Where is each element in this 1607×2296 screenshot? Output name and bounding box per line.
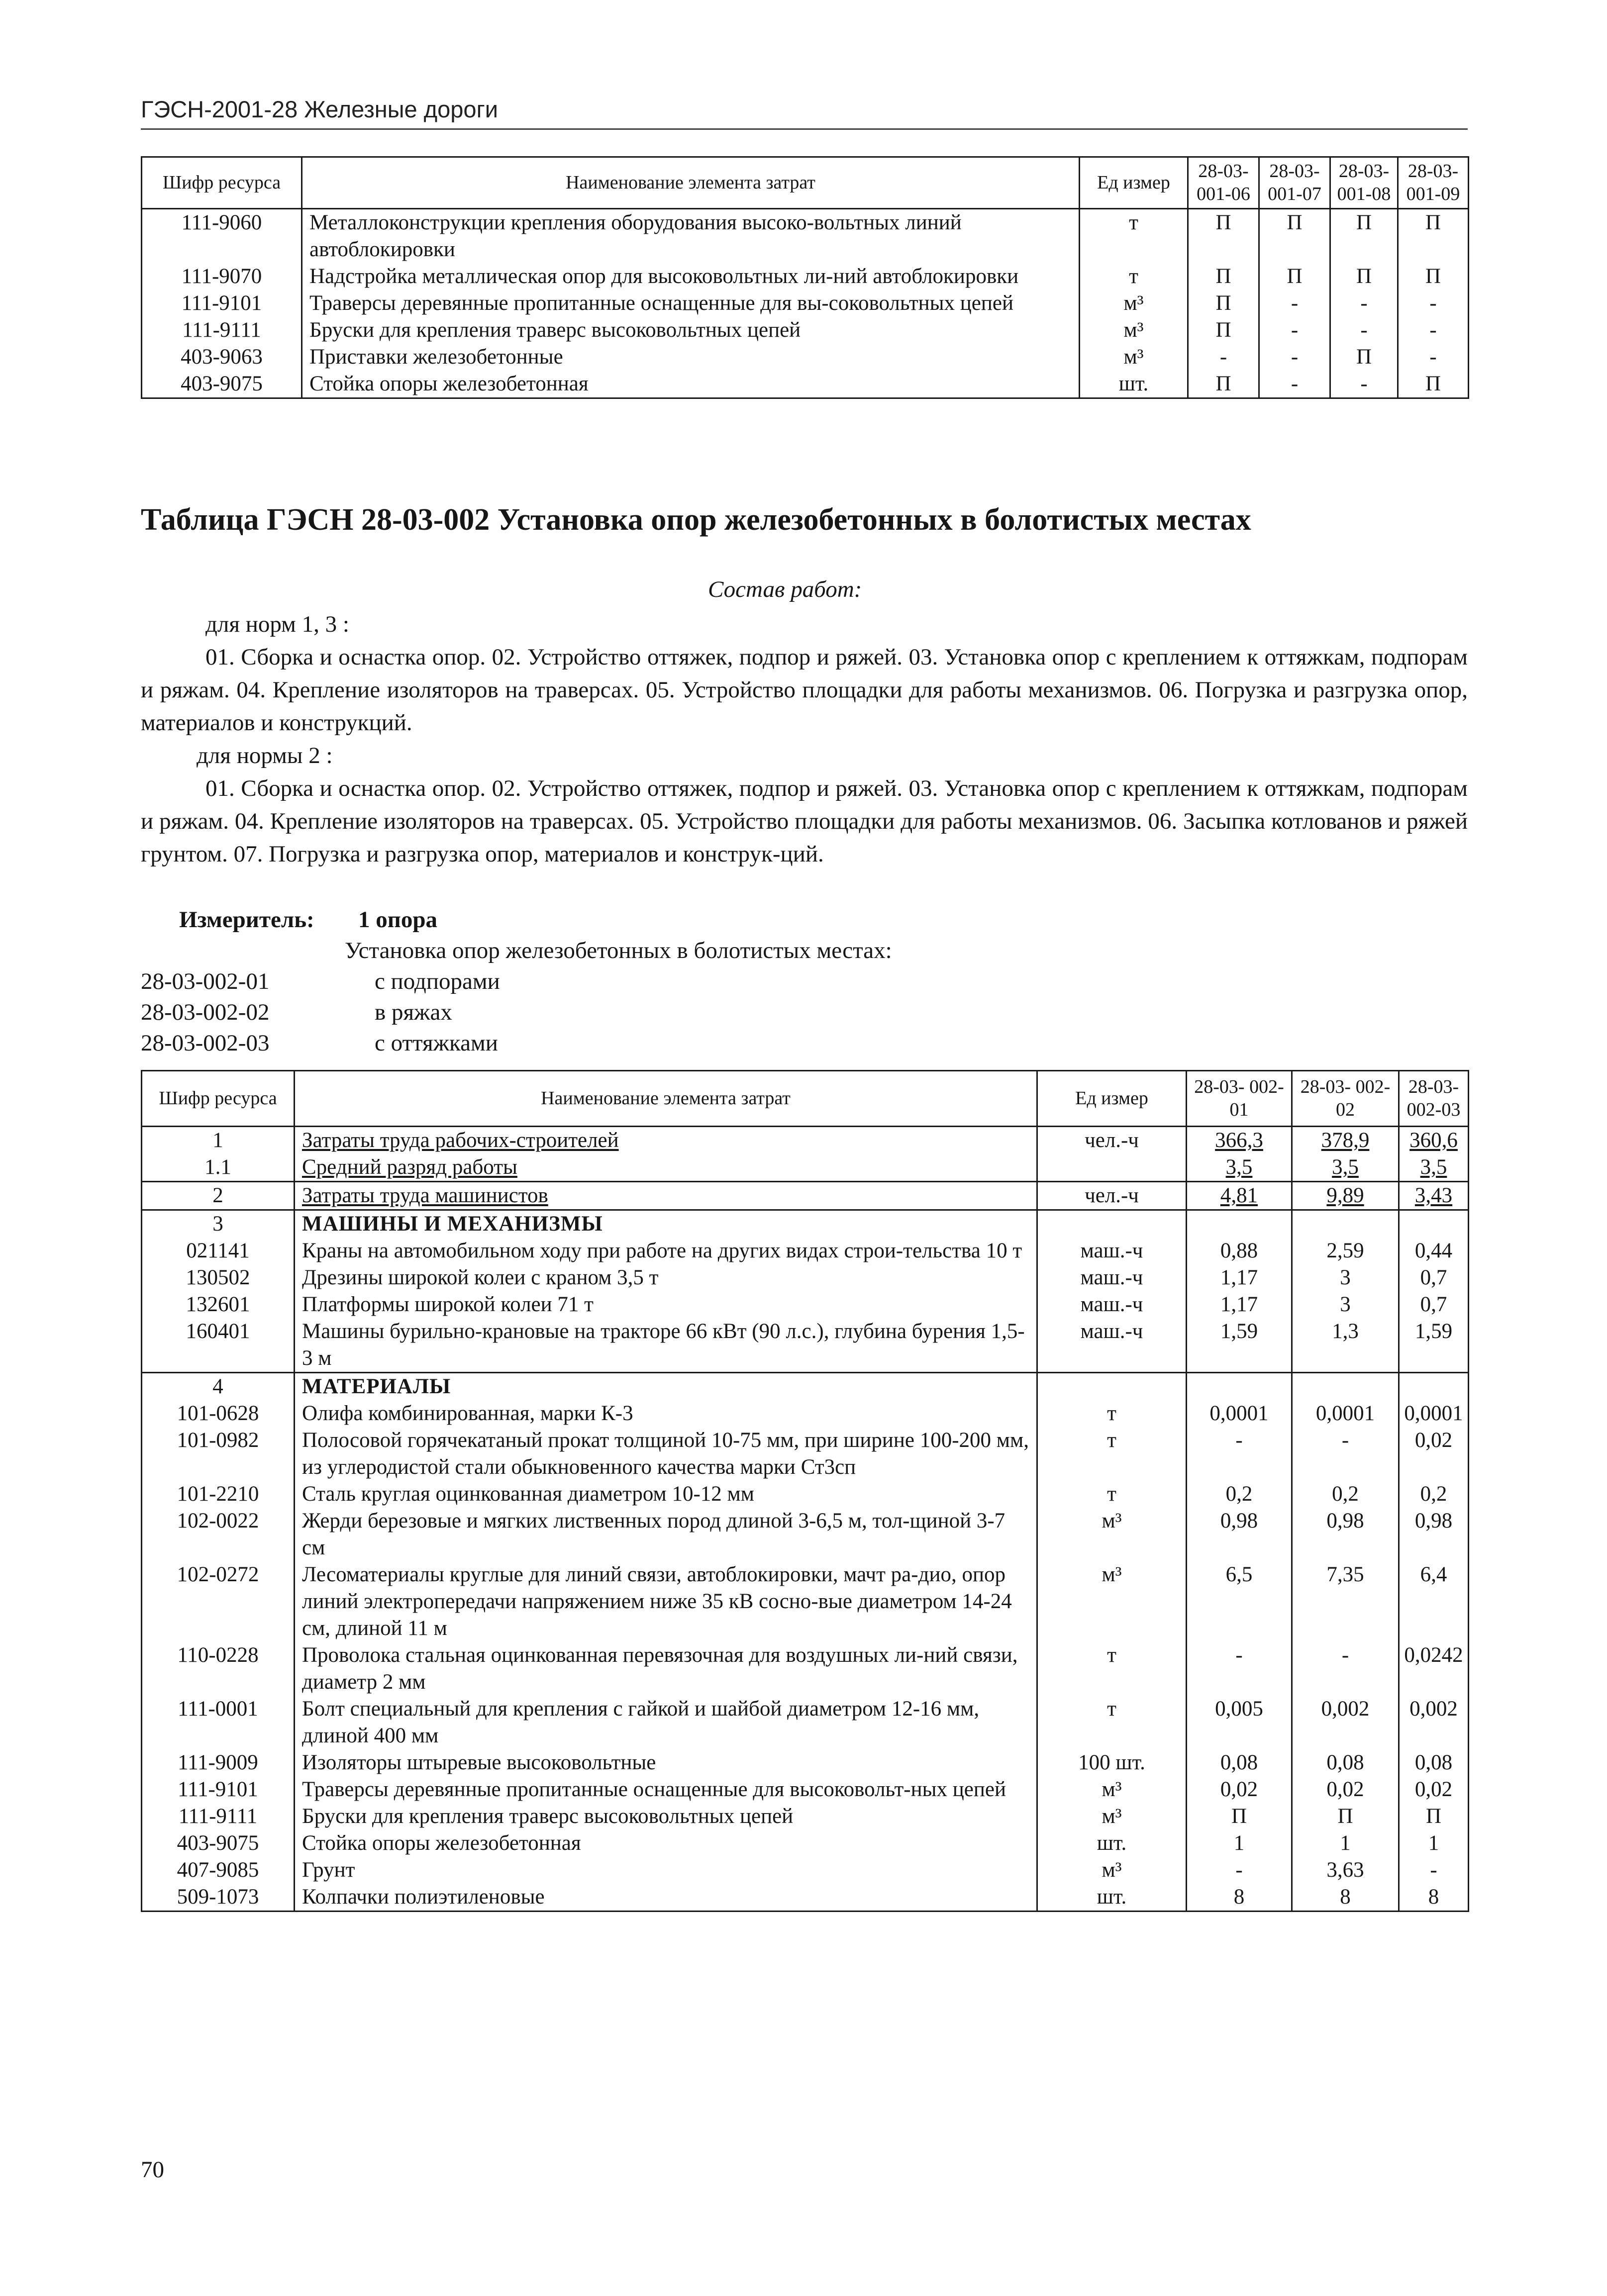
resource-code: 111-0001 — [142, 1696, 295, 1749]
value: 378,9 — [1292, 1127, 1399, 1154]
unit: маш.-ч — [1037, 1291, 1187, 1318]
section-row — [142, 1210, 1469, 1238]
header-col: 28-03- 002-01 — [1187, 1071, 1292, 1127]
value: - — [1259, 317, 1330, 344]
resource-code: 101-0628 — [142, 1400, 295, 1427]
value: 0,005 — [1187, 1696, 1292, 1749]
resource-name: Надстройка металлическая опор для высоковольтных ли-ний автоблокировки — [302, 263, 1080, 290]
running-header: ГЭСН-2001-28 Железные дороги — [141, 96, 498, 122]
norm-code: 28-03-002-03 — [141, 1030, 270, 1056]
table-row — [142, 209, 1469, 264]
resource-name: Изоляторы штыревые высоковольтные — [295, 1749, 1037, 1776]
table-header-row — [142, 1071, 1469, 1127]
resource-table-1 — [141, 156, 1469, 399]
value: 3 — [1292, 1291, 1399, 1318]
header-col: 28-03- 002-03 — [1399, 1071, 1469, 1127]
value: 0,0001 — [1399, 1400, 1469, 1427]
resource-code: 130502 — [142, 1264, 295, 1291]
value: - — [1399, 1857, 1469, 1884]
header-code: Шифр ресурса — [142, 1071, 295, 1127]
header-rule — [141, 128, 1468, 130]
value: 1,3 — [1292, 1318, 1399, 1373]
table-row — [142, 290, 1469, 317]
value: 0,2 — [1187, 1481, 1292, 1508]
resource-name: Сталь круглая оцинкованная диаметром 10-12 мм — [295, 1481, 1037, 1508]
norms-1-3-label: для норм 1, 3 : — [205, 611, 349, 637]
table-row — [142, 371, 1469, 398]
value: П — [1188, 371, 1259, 398]
norm-2-label: для нормы 2 : — [197, 743, 333, 768]
table-row — [142, 1642, 1469, 1696]
resource-name: Стойка опоры железобетонная — [295, 1830, 1037, 1857]
work-composition-paragraph: 01. Сборка и оснастка опор. 02. Устройство оттяжек, подпор и ряжей. 03. Установка опор с креплением к оттяжкам, подпорам и ряжам. 04. Крепление изоляторов на траверсах. 05. Устройство площадки для работы механизмов. 06. Погрузка и разгрузка опор, материалов и конструкций. — [141, 644, 1468, 736]
resource-name: Средний разряд работы — [295, 1154, 1037, 1182]
unit: т — [1080, 209, 1188, 264]
value: - — [1259, 344, 1330, 371]
unit: т — [1037, 1427, 1187, 1481]
table-row — [142, 1803, 1469, 1830]
value: - — [1259, 371, 1330, 398]
value: 0,98 — [1187, 1508, 1292, 1561]
value: 0,98 — [1292, 1508, 1399, 1561]
value: - — [1188, 344, 1259, 371]
value: 1,17 — [1187, 1264, 1292, 1291]
resource-code: 111-9070 — [142, 263, 302, 290]
value: П — [1259, 209, 1330, 264]
resource-code: 403-9063 — [142, 344, 302, 371]
resource-name: Грунт — [295, 1857, 1037, 1884]
install-title: Установка опор железобетонных в болотистых местах: — [345, 938, 892, 963]
value: П — [1330, 263, 1398, 290]
unit: маш.-ч — [1037, 1238, 1187, 1264]
value: 8 — [1187, 1884, 1292, 1912]
value: П — [1188, 290, 1259, 317]
resource-code: 2 — [142, 1182, 295, 1210]
value: П — [1259, 263, 1330, 290]
table-row — [142, 1884, 1469, 1912]
value — [1399, 1373, 1469, 1401]
table-row — [142, 1127, 1469, 1154]
value: 366,3 — [1187, 1127, 1292, 1154]
resource-name: Затраты труда рабочих-строителей — [295, 1127, 1037, 1154]
value: 8 — [1399, 1884, 1469, 1912]
value: 0,2 — [1292, 1481, 1399, 1508]
value: - — [1330, 290, 1398, 317]
value: 1,59 — [1187, 1318, 1292, 1373]
value: 0,88 — [1187, 1238, 1292, 1264]
resource-code: 1.1 — [142, 1154, 295, 1182]
unit: т — [1037, 1400, 1187, 1427]
value: - — [1187, 1427, 1292, 1481]
value: - — [1330, 371, 1398, 398]
value: - — [1398, 344, 1469, 371]
value: 1,59 — [1399, 1318, 1469, 1373]
value: - — [1398, 317, 1469, 344]
resource-name: Машины бурильно-крановые на тракторе 66 кВт (90 л.с.), глубина бурения 1,5-3 м — [295, 1318, 1037, 1373]
value: 0,08 — [1399, 1749, 1469, 1776]
value: 3,43 — [1399, 1182, 1469, 1210]
value — [1187, 1373, 1292, 1401]
value: - — [1187, 1642, 1292, 1696]
resource-code: 4 — [142, 1373, 295, 1401]
value: - — [1398, 290, 1469, 317]
header-name: Наименование элемента затрат — [295, 1071, 1037, 1127]
resource-name: Траверсы деревянные пропитанные оснащенные для вы-соковольтных цепей — [302, 290, 1080, 317]
table-row — [142, 1264, 1469, 1291]
unit: м³ — [1037, 1508, 1187, 1561]
value: П — [1398, 209, 1469, 264]
value: - — [1187, 1857, 1292, 1884]
value: П — [1187, 1803, 1292, 1830]
table-row — [142, 1182, 1469, 1210]
value: 0,0001 — [1187, 1400, 1292, 1427]
unit: шт. — [1037, 1830, 1187, 1857]
resource-code: 111-9009 — [142, 1749, 295, 1776]
resource-code: 111-9101 — [142, 290, 302, 317]
unit: м³ — [1037, 1803, 1187, 1830]
value: 3,5 — [1399, 1154, 1469, 1182]
resource-code: 021141 — [142, 1238, 295, 1264]
header-unit: Ед измер — [1080, 157, 1188, 209]
unit — [1037, 1210, 1187, 1238]
resource-name: Траверсы деревянные пропитанные оснащенные для высоковольт-ных цепей — [295, 1776, 1037, 1803]
value: 0,002 — [1399, 1696, 1469, 1749]
resource-name: Бруски для крепления траверс высоковольтных цепей — [302, 317, 1080, 344]
table-row — [142, 1481, 1469, 1508]
resource-name: Колпачки полиэтиленовые — [295, 1884, 1037, 1912]
page-number: 70 — [141, 2157, 164, 2183]
header-unit: Ед измер — [1037, 1071, 1187, 1127]
header-code: Шифр ресурса — [142, 157, 302, 209]
value: П — [1188, 209, 1259, 264]
value: 3 — [1292, 1264, 1399, 1291]
resource-name: Жерди березовые и мягких лиственных пород длиной 3-6,5 м, тол-щиной 3-7 см — [295, 1508, 1037, 1561]
value: 6,5 — [1187, 1561, 1292, 1642]
table-row — [142, 1238, 1469, 1264]
value: 0,002 — [1292, 1696, 1399, 1749]
value: 9,89 — [1292, 1182, 1399, 1210]
value: 0,0242 — [1399, 1642, 1469, 1696]
unit: м³ — [1080, 317, 1188, 344]
value: 0,0001 — [1292, 1400, 1399, 1427]
unit: шт. — [1037, 1884, 1187, 1912]
composition-title: Состав работ: — [708, 576, 862, 602]
table-row — [142, 1830, 1469, 1857]
value: 0,7 — [1399, 1291, 1469, 1318]
value: 0,02 — [1399, 1427, 1469, 1481]
unit: шт. — [1080, 371, 1188, 398]
resource-table-2 — [141, 1070, 1469, 1912]
resource-name: Болт специальный для крепления с гайкой и шайбой диаметром 12-16 мм, длиной 400 мм — [295, 1696, 1037, 1749]
resource-name: Платформы широкой колеи 71 т — [295, 1291, 1037, 1318]
section-row — [142, 1373, 1469, 1401]
norm-description: с оттяжками — [375, 1030, 498, 1056]
value: П — [1398, 263, 1469, 290]
resource-name: Приставки железобетонные — [302, 344, 1080, 371]
resource-code: 403-9075 — [142, 371, 302, 398]
table-row — [142, 1291, 1469, 1318]
value: - — [1292, 1642, 1399, 1696]
value: 2,59 — [1292, 1238, 1399, 1264]
unit — [1037, 1154, 1187, 1182]
value: 4,81 — [1187, 1182, 1292, 1210]
resource-code: 1 — [142, 1127, 295, 1154]
value: П — [1188, 317, 1259, 344]
table-row — [142, 263, 1469, 290]
value: - — [1330, 317, 1398, 344]
value: 6,4 — [1399, 1561, 1469, 1642]
value: П — [1292, 1803, 1399, 1830]
resource-code: 110-0228 — [142, 1642, 295, 1696]
resource-name: Олифа комбинированная, марки К-3 — [295, 1400, 1037, 1427]
value: 0,7 — [1399, 1264, 1469, 1291]
header-col: 28-03- 001-09 — [1398, 157, 1469, 209]
resource-name: Затраты труда машинистов — [295, 1182, 1037, 1210]
value: 1 — [1399, 1830, 1469, 1857]
unit: м³ — [1037, 1776, 1187, 1803]
unit: чел.-ч — [1037, 1182, 1187, 1210]
value: 1 — [1292, 1830, 1399, 1857]
norm-description: с подпорами — [375, 968, 500, 994]
section-title: МАШИНЫ И МЕХАНИЗМЫ — [295, 1210, 1037, 1238]
measure-label: Измеритель: — [179, 907, 314, 933]
table-row — [142, 1154, 1469, 1182]
value: 0,2 — [1399, 1481, 1469, 1508]
value: П — [1399, 1803, 1469, 1830]
section-title: МАТЕРИАЛЫ — [295, 1373, 1037, 1401]
table-row — [142, 1561, 1469, 1642]
value: 0,98 — [1399, 1508, 1469, 1561]
value — [1292, 1210, 1399, 1238]
resource-code: 101-2210 — [142, 1481, 295, 1508]
value: 8 — [1292, 1884, 1399, 1912]
value: 0,02 — [1292, 1776, 1399, 1803]
table-row — [142, 1776, 1469, 1803]
header-col: 28-03- 001-07 — [1259, 157, 1330, 209]
value — [1187, 1210, 1292, 1238]
table-row — [142, 1749, 1469, 1776]
table-header-row — [142, 157, 1469, 209]
unit: т — [1037, 1481, 1187, 1508]
resource-name: Лесоматериалы круглые для линий связи, автоблокировки, мачт ра-дио, опор линий электропередачи напряжением ниже 35 кВ сосно-вые диаметром 14-24 см, длиной 11 м — [295, 1561, 1037, 1642]
value — [1292, 1373, 1399, 1401]
resource-code: 403-9075 — [142, 1830, 295, 1857]
unit: т — [1037, 1696, 1187, 1749]
resource-code: 509-1073 — [142, 1884, 295, 1912]
resource-name: Металлоконструкции крепления оборудования высоко-вольтных линий автоблокировки — [302, 209, 1080, 264]
value: 3,5 — [1187, 1154, 1292, 1182]
unit: маш.-ч — [1037, 1264, 1187, 1291]
value: 3,63 — [1292, 1857, 1399, 1884]
value: 0,08 — [1187, 1749, 1292, 1776]
unit — [1037, 1373, 1187, 1401]
unit: м³ — [1037, 1857, 1187, 1884]
unit: м³ — [1037, 1561, 1187, 1642]
resource-code: 407-9085 — [142, 1857, 295, 1884]
value: П — [1330, 209, 1398, 264]
value — [1399, 1210, 1469, 1238]
table-row — [142, 1857, 1469, 1884]
resource-code: 102-0272 — [142, 1561, 295, 1642]
table-row — [142, 1508, 1469, 1561]
value: 1 — [1187, 1830, 1292, 1857]
table-row — [142, 1318, 1469, 1373]
resource-code: 132601 — [142, 1291, 295, 1318]
value: 3,5 — [1292, 1154, 1399, 1182]
value: 1,17 — [1187, 1291, 1292, 1318]
header-col: 28-03- 002-02 — [1292, 1071, 1399, 1127]
norm-code: 28-03-002-01 — [141, 968, 270, 994]
unit: т — [1037, 1642, 1187, 1696]
unit: м³ — [1080, 344, 1188, 371]
unit: м³ — [1080, 290, 1188, 317]
value: П — [1330, 344, 1398, 371]
resource-name: Полосовой горячекатаный прокат толщиной 10-75 мм, при ширине 100-200 мм, из углеродистой стали обыкновенного качества марки Ст3сп — [295, 1427, 1037, 1481]
resource-code: 101-0982 — [142, 1427, 295, 1481]
table-row — [142, 344, 1469, 371]
value: - — [1292, 1427, 1399, 1481]
unit: чел.-ч — [1037, 1127, 1187, 1154]
resource-name: Стойка опоры железобетонная — [302, 371, 1080, 398]
resource-name: Краны на автомобильном ходу при работе на других видах строи-тельства 10 т — [295, 1238, 1037, 1264]
value: 360,6 — [1399, 1127, 1469, 1154]
resource-name: Проволока стальная оцинкованная перевязочная для воздушных ли-ний связи, диаметр 2 мм — [295, 1642, 1037, 1696]
resource-code: 111-9111 — [142, 317, 302, 344]
table-row — [142, 1427, 1469, 1481]
resource-code: 111-9111 — [142, 1803, 295, 1830]
resource-code: 3 — [142, 1210, 295, 1238]
header-col: 28-03- 001-06 — [1188, 157, 1259, 209]
value: - — [1259, 290, 1330, 317]
resource-name: Дрезины широкой колеи с краном 3,5 т — [295, 1264, 1037, 1291]
resource-code: 102-0022 — [142, 1508, 295, 1561]
norm-description: в ряжах — [375, 999, 452, 1025]
value: 0,08 — [1292, 1749, 1399, 1776]
value: 0,02 — [1187, 1776, 1292, 1803]
value: 0,44 — [1399, 1238, 1469, 1264]
unit: 100 шт. — [1037, 1749, 1187, 1776]
unit: маш.-ч — [1037, 1318, 1187, 1373]
value: 7,35 — [1292, 1561, 1399, 1642]
value: П — [1398, 371, 1469, 398]
norm-code: 28-03-002-02 — [141, 999, 270, 1025]
value: П — [1188, 263, 1259, 290]
value: 0,02 — [1399, 1776, 1469, 1803]
resource-code: 111-9101 — [142, 1776, 295, 1803]
resource-name: Бруски для крепления траверс высоковольтных цепей — [295, 1803, 1037, 1830]
header-name: Наименование элемента затрат — [302, 157, 1080, 209]
work-composition-paragraph: 01. Сборка и оснастка опор. 02. Устройство оттяжек, подпор и ряжей. 03. Установка опор с креплением к оттяжкам, подпорам и ряжам. 04. Крепление изоляторов на траверсах. 05. Устройство площадки для работы механизмов. 06. Засыпка котлованов и ряжей грунтом. 07. Погрузка и разгрузка опор, материалов и конструк-ций. — [141, 775, 1468, 867]
table-row — [142, 1400, 1469, 1427]
table-heading: Таблица ГЭСН 28-03-002 Установка опор железобетонных в болотистых местах — [141, 503, 1251, 537]
header-col: 28-03- 001-08 — [1330, 157, 1398, 209]
resource-code: 160401 — [142, 1318, 295, 1373]
measure-value: 1 опора — [358, 907, 437, 933]
table-row — [142, 1696, 1469, 1749]
unit: т — [1080, 263, 1188, 290]
table-row — [142, 317, 1469, 344]
resource-code: 111-9060 — [142, 209, 302, 264]
